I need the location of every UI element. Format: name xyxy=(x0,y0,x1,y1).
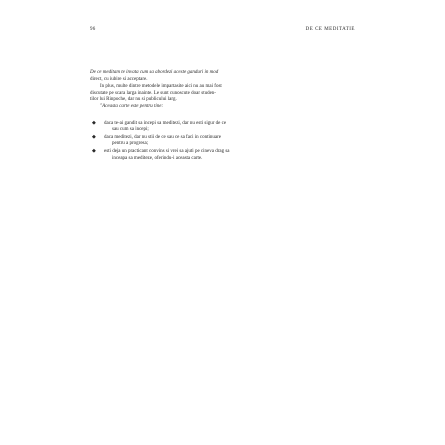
paragraph-line: In plus, multe dintre metodele impartasite aici nu au mai fost xyxy=(100,84,222,90)
list-item xyxy=(90,149,352,162)
list-item-line: daca meditezi, dar nu stii de ce sau ce sa faci in continuare xyxy=(104,134,222,140)
intro-line: direct, cu iubire si acceptare. xyxy=(90,76,148,82)
second-paragraph xyxy=(90,84,352,110)
book-title: DE CE MEDITATIE xyxy=(305,27,355,32)
list-item-line: inceapa sa mediteze, oferindu-i aceasta carte. xyxy=(112,155,203,161)
diamond-bullet-icon: ◆ xyxy=(92,120,96,126)
paragraph-line: tilor lui Rinpoche, dar nu si publicului larg. xyxy=(90,97,177,103)
list-item xyxy=(90,135,352,148)
intro-paragraph xyxy=(90,70,352,83)
page-number: 96 xyxy=(90,27,96,32)
body-text xyxy=(90,70,352,163)
running-head xyxy=(90,27,355,37)
paragraph-line: discutate pe scara larga inainte. Le sunt cunoscute doar studen- xyxy=(90,90,216,96)
list-item-line: esti deja un practicant convins si vrei sa ajuti pe cineva drag sa xyxy=(104,148,230,154)
list-item-line: pentru a progresa; xyxy=(112,141,149,147)
diamond-bullet-icon: ◆ xyxy=(92,134,96,140)
list-item xyxy=(90,121,352,134)
list-item-line: sau cum sa incepi; xyxy=(112,127,149,133)
diamond-bullet-icon: ◆ xyxy=(92,148,96,154)
list-item-line: daca te-ai gandit sa incepi sa meditezi, dar nu esti sigur de ce xyxy=(104,120,227,126)
bullet-list xyxy=(90,121,352,163)
quote-line: "Aceasta carte este pentru tine: xyxy=(100,103,164,109)
intro-line: De ce meditam te invata cum sa abordezi aceste ganduri in mod xyxy=(90,70,219,75)
